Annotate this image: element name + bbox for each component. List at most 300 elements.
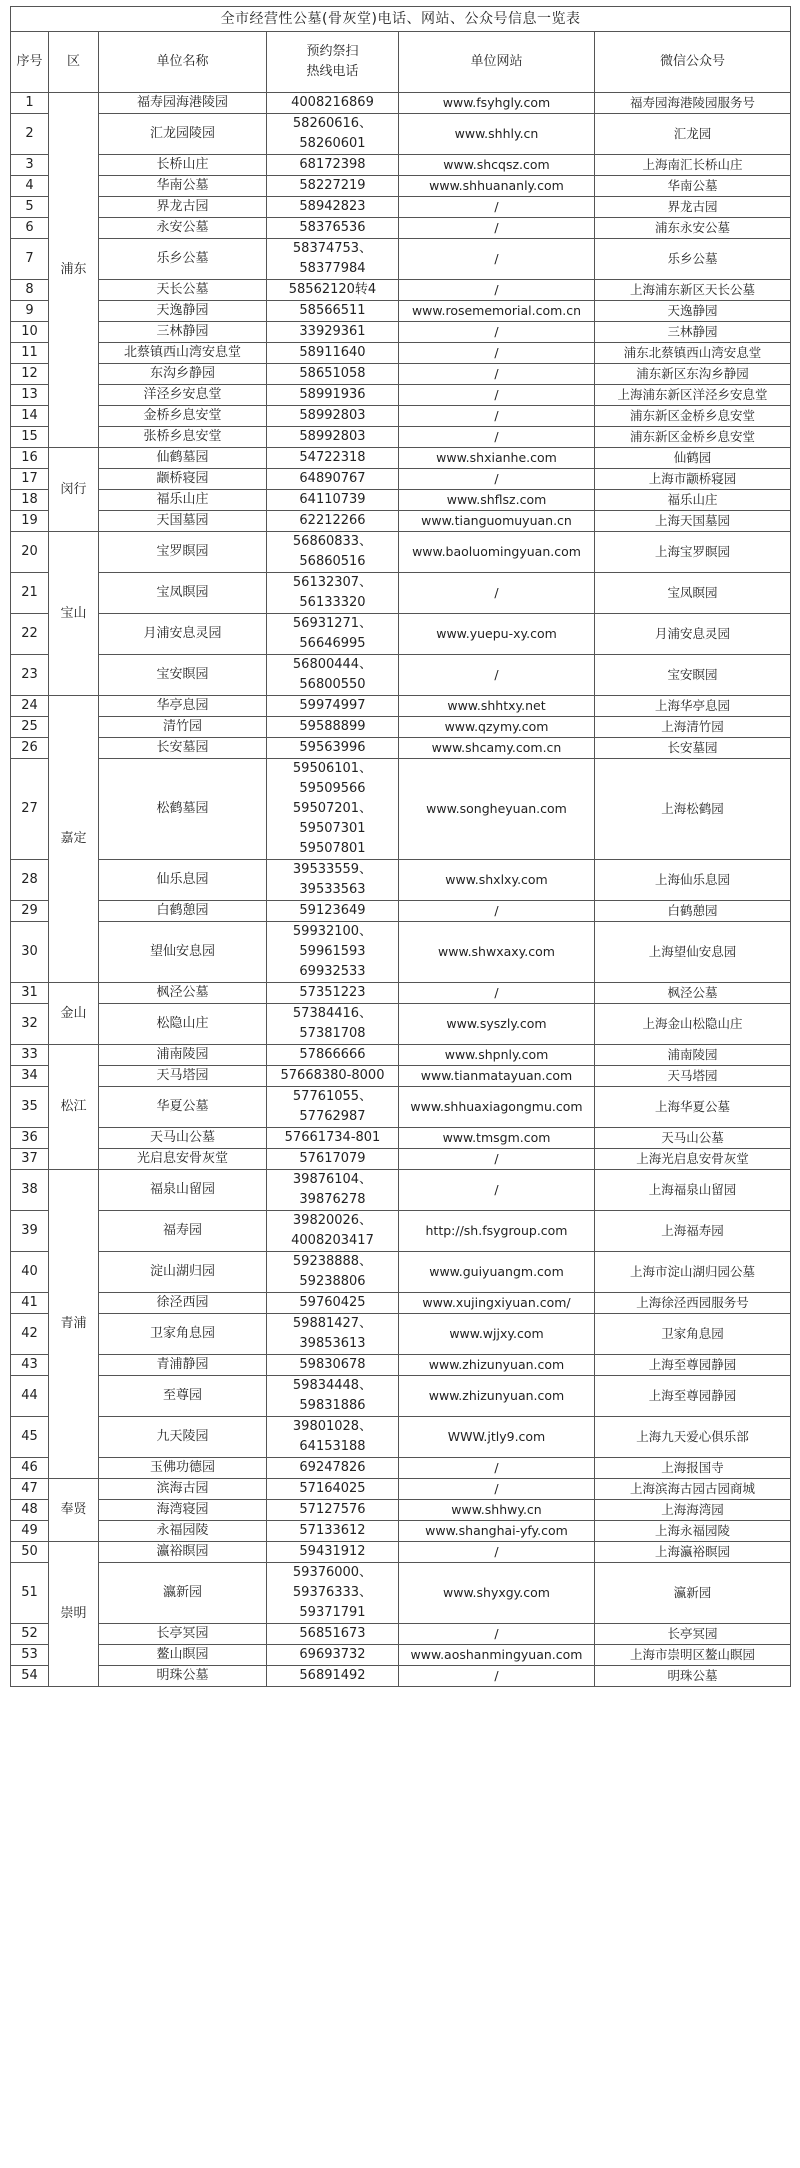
table-row [11,1458,791,1479]
hotline-phone: 56851673 [267,1624,399,1645]
hotline-phone: 59123649 [267,901,399,922]
website: / [399,322,595,343]
website: www.wjjxy.com [399,1314,595,1355]
table-row [11,1355,791,1376]
unit-name: 东沟乡静园 [99,364,267,385]
wechat-account: 上海浦东新区洋泾乡安息堂 [595,385,791,406]
website: www.shxlxy.com [399,860,595,901]
unit-name: 天国墓园 [99,511,267,532]
wechat-account: 上海华亭息园 [595,696,791,717]
unit-name: 明珠公墓 [99,1666,267,1687]
hotline-phone: 58942823 [267,197,399,218]
header-hotline: 预约祭扫 热线电话 [267,32,399,93]
unit-name: 瀛裕瞑园 [99,1542,267,1563]
table-row [11,406,791,427]
row-number: 27 [11,759,49,860]
table-row [11,1417,791,1458]
wechat-account: 上海海湾园 [595,1500,791,1521]
hotline-phone: 56132307、 56133320 [267,573,399,614]
hotline-phone: 59506101、 59509566 59507201、 59507301 59507801 [267,759,399,860]
row-number: 42 [11,1314,49,1355]
hotline-phone: 59881427、 39853613 [267,1314,399,1355]
row-number: 21 [11,573,49,614]
website: www.aoshanmingyuan.com [399,1645,595,1666]
row-number: 8 [11,280,49,301]
hotline-phone: 57866666 [267,1045,399,1066]
table-row [11,655,791,696]
hotline-phone: 64890767 [267,469,399,490]
row-number: 12 [11,364,49,385]
table-row [11,155,791,176]
row-number: 6 [11,218,49,239]
unit-name: 乐乡公墓 [99,239,267,280]
website: / [399,983,595,1004]
table-row [11,1645,791,1666]
hotline-phone: 57668380-8000 [267,1066,399,1087]
district-cell: 崇明 [49,1542,99,1687]
hotline-phone: 59376000、 59376333、 59371791 [267,1563,399,1624]
table-row [11,1004,791,1045]
unit-name: 华南公墓 [99,176,267,197]
row-number: 43 [11,1355,49,1376]
wechat-account: 上海市颛桥寝园 [595,469,791,490]
website: www.tmsgm.com [399,1128,595,1149]
unit-name: 天马塔园 [99,1066,267,1087]
wechat-account: 浦东新区金桥乡息安堂 [595,427,791,448]
table-row [11,983,791,1004]
row-number: 9 [11,301,49,322]
unit-name: 张桥乡息安堂 [99,427,267,448]
row-number: 10 [11,322,49,343]
table-row [11,1314,791,1355]
wechat-account: 白鹤憩园 [595,901,791,922]
table-row [11,1170,791,1211]
unit-name: 天逸静园 [99,301,267,322]
row-number: 35 [11,1087,49,1128]
wechat-account: 浦东永安公墓 [595,218,791,239]
table-row [11,280,791,301]
wechat-account: 上海光启息安骨灰堂 [595,1149,791,1170]
wechat-account: 上海至尊园静园 [595,1355,791,1376]
unit-name: 洋泾乡安息堂 [99,385,267,406]
wechat-account: 浦东新区东沟乡静园 [595,364,791,385]
unit-name: 滨海古园 [99,1479,267,1500]
website: www.shhuaxiagongmu.com [399,1087,595,1128]
website: www.shhly.cn [399,114,595,155]
wechat-account: 福乐山庄 [595,490,791,511]
row-number: 17 [11,469,49,490]
row-number: 37 [11,1149,49,1170]
hotline-phone: 58260616、 58260601 [267,114,399,155]
website: / [399,573,595,614]
wechat-account: 上海浦东新区天长公墓 [595,280,791,301]
table-row [11,532,791,573]
hotline-phone: 57661734-801 [267,1128,399,1149]
website: / [399,239,595,280]
header-district: 区 [49,32,99,93]
row-number: 7 [11,239,49,280]
unit-name: 徐泾西园 [99,1293,267,1314]
hotline-phone: 59431912 [267,1542,399,1563]
website: www.rosememorial.com.cn [399,301,595,322]
unit-name: 永福园陵 [99,1521,267,1542]
unit-name: 华夏公墓 [99,1087,267,1128]
hotline-phone: 39876104、 39876278 [267,1170,399,1211]
row-number: 13 [11,385,49,406]
unit-name: 仙乐息园 [99,860,267,901]
unit-name: 福寿园 [99,1211,267,1252]
wechat-account: 上海永福园陵 [595,1521,791,1542]
unit-name: 界龙古园 [99,197,267,218]
table-row [11,197,791,218]
website: www.shhuananly.com [399,176,595,197]
table-row [11,218,791,239]
wechat-account: 上海九天爱心俱乐部 [595,1417,791,1458]
row-number: 24 [11,696,49,717]
unit-name: 长安墓园 [99,738,267,759]
row-number: 40 [11,1252,49,1293]
row-number: 16 [11,448,49,469]
website: / [399,469,595,490]
header-wechat: 微信公众号 [595,32,791,93]
unit-name: 枫泾公墓 [99,983,267,1004]
website: www.xujingxiyuan.com/ [399,1293,595,1314]
row-number: 44 [11,1376,49,1417]
table-row [11,1087,791,1128]
unit-name: 华亭息园 [99,696,267,717]
table-row [11,717,791,738]
row-number: 5 [11,197,49,218]
website: / [399,364,595,385]
website: / [399,280,595,301]
row-number: 3 [11,155,49,176]
wechat-account: 上海华夏公墓 [595,1087,791,1128]
hotline-phone: 57617079 [267,1149,399,1170]
hotline-phone: 57761055、 57762987 [267,1087,399,1128]
hotline-phone: 57164025 [267,1479,399,1500]
table-row [11,511,791,532]
wechat-account: 福寿园海港陵园服务号 [595,93,791,114]
table-row [11,1479,791,1500]
table-row [11,1252,791,1293]
unit-name: 清竹园 [99,717,267,738]
row-number: 38 [11,1170,49,1211]
website: www.yuepu-xy.com [399,614,595,655]
cemetery-info-table [10,6,791,1687]
row-number: 4 [11,176,49,197]
table-row [11,1666,791,1687]
website: www.shyxgy.com [399,1563,595,1624]
website: WWW.jtly9.com [399,1417,595,1458]
wechat-account: 上海滨海古园古园商城 [595,1479,791,1500]
unit-name: 青浦静园 [99,1355,267,1376]
row-number: 18 [11,490,49,511]
unit-name: 福寿园海港陵园 [99,93,267,114]
website: / [399,1458,595,1479]
table-row [11,901,791,922]
unit-name: 九天陵园 [99,1417,267,1458]
hotline-phone: 58991936 [267,385,399,406]
wechat-account: 明珠公墓 [595,1666,791,1687]
table-row [11,1128,791,1149]
district-cell: 奉贤 [49,1479,99,1542]
website: www.shanghai-yfy.com [399,1521,595,1542]
wechat-account: 华南公墓 [595,176,791,197]
table-row [11,322,791,343]
website: / [399,218,595,239]
table-row [11,343,791,364]
unit-name: 三林静园 [99,322,267,343]
district-cell: 闵行 [49,448,99,532]
website: www.shpnly.com [399,1045,595,1066]
wechat-account: 宝凤瞑园 [595,573,791,614]
table-row [11,614,791,655]
row-number: 22 [11,614,49,655]
table-row [11,738,791,759]
wechat-account: 月浦安息灵园 [595,614,791,655]
hotline-phone: 33929361 [267,322,399,343]
wechat-account: 上海市崇明区鳌山瞑园 [595,1645,791,1666]
wechat-account: 上海仙乐息园 [595,860,791,901]
unit-name: 松隐山庄 [99,1004,267,1045]
website: www.baoluomingyuan.com [399,532,595,573]
hotline-phone: 59563996 [267,738,399,759]
unit-name: 长亭冥园 [99,1624,267,1645]
wechat-account: 上海福泉山留园 [595,1170,791,1211]
table-body [11,93,791,1687]
table-row [11,239,791,280]
row-number: 23 [11,655,49,696]
hotline-phone: 58376536 [267,218,399,239]
unit-name: 永安公墓 [99,218,267,239]
wechat-account: 上海清竹园 [595,717,791,738]
website: www.tianmatayuan.com [399,1066,595,1087]
wechat-account: 三林静园 [595,322,791,343]
hotline-phone: 39533559、 39533563 [267,860,399,901]
wechat-account: 长亭冥园 [595,1624,791,1645]
row-number: 41 [11,1293,49,1314]
table-row [11,1211,791,1252]
hotline-phone: 57384416、 57381708 [267,1004,399,1045]
unit-name: 北蔡镇西山湾安息堂 [99,343,267,364]
row-number: 19 [11,511,49,532]
hotline-phone: 57351223 [267,983,399,1004]
hotline-phone: 56891492 [267,1666,399,1687]
website: www.shxianhe.com [399,448,595,469]
hotline-phone: 56800444、 56800550 [267,655,399,696]
website: www.songheyuan.com [399,759,595,860]
website: www.shwxaxy.com [399,922,595,983]
row-number: 25 [11,717,49,738]
row-number: 15 [11,427,49,448]
unit-name: 玉佛功德园 [99,1458,267,1479]
district-cell: 浦东 [49,93,99,448]
website: www.zhizunyuan.com [399,1376,595,1417]
website: / [399,655,595,696]
wechat-account: 枫泾公墓 [595,983,791,1004]
hotline-phone: 59834448、 59831886 [267,1376,399,1417]
hotline-phone: 68172398 [267,155,399,176]
table-row [11,860,791,901]
table-row [11,114,791,155]
unit-name: 宝罗瞑园 [99,532,267,573]
website: / [399,385,595,406]
website: / [399,1170,595,1211]
table-row [11,1542,791,1563]
cemetery-info-sheet [10,6,790,1687]
wechat-account: 浦南陵园 [595,1045,791,1066]
hotline-phone: 69693732 [267,1645,399,1666]
row-number: 46 [11,1458,49,1479]
table-row [11,176,791,197]
wechat-account: 瀛新园 [595,1563,791,1624]
wechat-account: 上海南汇长桥山庄 [595,155,791,176]
row-number: 53 [11,1645,49,1666]
unit-name: 宝安瞑园 [99,655,267,696]
wechat-account: 上海宝罗瞑园 [595,532,791,573]
hotline-phone: 56860833、 56860516 [267,532,399,573]
wechat-account: 宝安瞑园 [595,655,791,696]
unit-name: 金桥乡息安堂 [99,406,267,427]
unit-name: 至尊园 [99,1376,267,1417]
wechat-account: 上海福寿园 [595,1211,791,1252]
header-website: 单位网站 [399,32,595,93]
wechat-account: 上海报国寺 [595,1458,791,1479]
row-number: 39 [11,1211,49,1252]
table-title: 全市经营性公墓(骨灰堂)电话、网站、公众号信息一览表 [11,7,791,32]
district-cell: 宝山 [49,532,99,696]
table-row [11,1149,791,1170]
table-row [11,364,791,385]
website: / [399,1624,595,1645]
hotline-phone: 58992803 [267,406,399,427]
row-number: 52 [11,1624,49,1645]
website: / [399,1479,595,1500]
row-number: 48 [11,1500,49,1521]
wechat-account: 仙鹤园 [595,448,791,469]
unit-name: 海湾寝园 [99,1500,267,1521]
row-number: 26 [11,738,49,759]
unit-name: 鳌山瞑园 [99,1645,267,1666]
table-row [11,1045,791,1066]
table-row [11,490,791,511]
row-number: 50 [11,1542,49,1563]
row-number: 28 [11,860,49,901]
table-row [11,1563,791,1624]
website: www.shhtxy.net [399,696,595,717]
row-number: 51 [11,1563,49,1624]
row-number: 14 [11,406,49,427]
table-row [11,759,791,860]
header-no: 序号 [11,32,49,93]
wechat-account: 上海市淀山湖归园公墓 [595,1252,791,1293]
website: www.tianguomuyuan.cn [399,511,595,532]
wechat-account: 天逸静园 [595,301,791,322]
wechat-account: 长安墓园 [595,738,791,759]
website: / [399,197,595,218]
unit-name: 长桥山庄 [99,155,267,176]
row-number: 20 [11,532,49,573]
hotline-phone: 4008216869 [267,93,399,114]
table-row [11,385,791,406]
unit-name: 福泉山留园 [99,1170,267,1211]
hotline-phone: 39801028、 64153188 [267,1417,399,1458]
unit-name: 天马山公墓 [99,1128,267,1149]
wechat-account: 上海至尊园静园 [595,1376,791,1417]
table-row [11,573,791,614]
table-row [11,93,791,114]
website: / [399,1149,595,1170]
wechat-account: 天马山公墓 [595,1128,791,1149]
wechat-account: 汇龙园 [595,114,791,155]
hotline-phone: 58562120转4 [267,280,399,301]
hotline-phone: 57133612 [267,1521,399,1542]
row-number: 1 [11,93,49,114]
website: www.shcqsz.com [399,155,595,176]
hotline-phone: 59760425 [267,1293,399,1314]
row-number: 34 [11,1066,49,1087]
unit-name: 天长公墓 [99,280,267,301]
table-row [11,448,791,469]
wechat-account: 上海瀛裕瞑园 [595,1542,791,1563]
wechat-account: 上海天国墓园 [595,511,791,532]
hotline-phone: 39820026、 4008203417 [267,1211,399,1252]
unit-name: 卫家角息园 [99,1314,267,1355]
unit-name: 福乐山庄 [99,490,267,511]
row-number: 32 [11,1004,49,1045]
unit-name: 颛桥寝园 [99,469,267,490]
unit-name: 淀山湖归园 [99,1252,267,1293]
unit-name: 光启息安骨灰堂 [99,1149,267,1170]
row-number: 29 [11,901,49,922]
table-row [11,301,791,322]
website: www.shflsz.com [399,490,595,511]
hotline-phone: 54722318 [267,448,399,469]
website: / [399,406,595,427]
table-row [11,1521,791,1542]
table-row [11,1066,791,1087]
district-cell: 松江 [49,1045,99,1170]
wechat-account: 上海望仙安息园 [595,922,791,983]
hotline-phone: 59238888、 59238806 [267,1252,399,1293]
table-row [11,1500,791,1521]
hotline-phone: 58992803 [267,427,399,448]
wechat-account: 天马塔园 [595,1066,791,1087]
header-unit-name: 单位名称 [99,32,267,93]
hotline-phone: 56931271、 56646995 [267,614,399,655]
wechat-account: 乐乡公墓 [595,239,791,280]
unit-name: 浦南陵园 [99,1045,267,1066]
row-number: 54 [11,1666,49,1687]
table-row [11,696,791,717]
wechat-account: 浦东北蔡镇西山湾安息堂 [595,343,791,364]
wechat-account: 界龙古园 [595,197,791,218]
row-number: 31 [11,983,49,1004]
district-cell: 金山 [49,983,99,1045]
row-number: 11 [11,343,49,364]
hotline-phone: 69247826 [267,1458,399,1479]
hotline-phone: 58374753、 58377984 [267,239,399,280]
district-cell: 青浦 [49,1170,99,1479]
unit-name: 白鹤憩园 [99,901,267,922]
table-row [11,1376,791,1417]
wechat-account: 上海金山松隐山庄 [595,1004,791,1045]
unit-name: 仙鹤墓园 [99,448,267,469]
hotline-phone: 57127576 [267,1500,399,1521]
hotline-phone: 58651058 [267,364,399,385]
unit-name: 松鹤墓园 [99,759,267,860]
district-cell: 嘉定 [49,696,99,983]
